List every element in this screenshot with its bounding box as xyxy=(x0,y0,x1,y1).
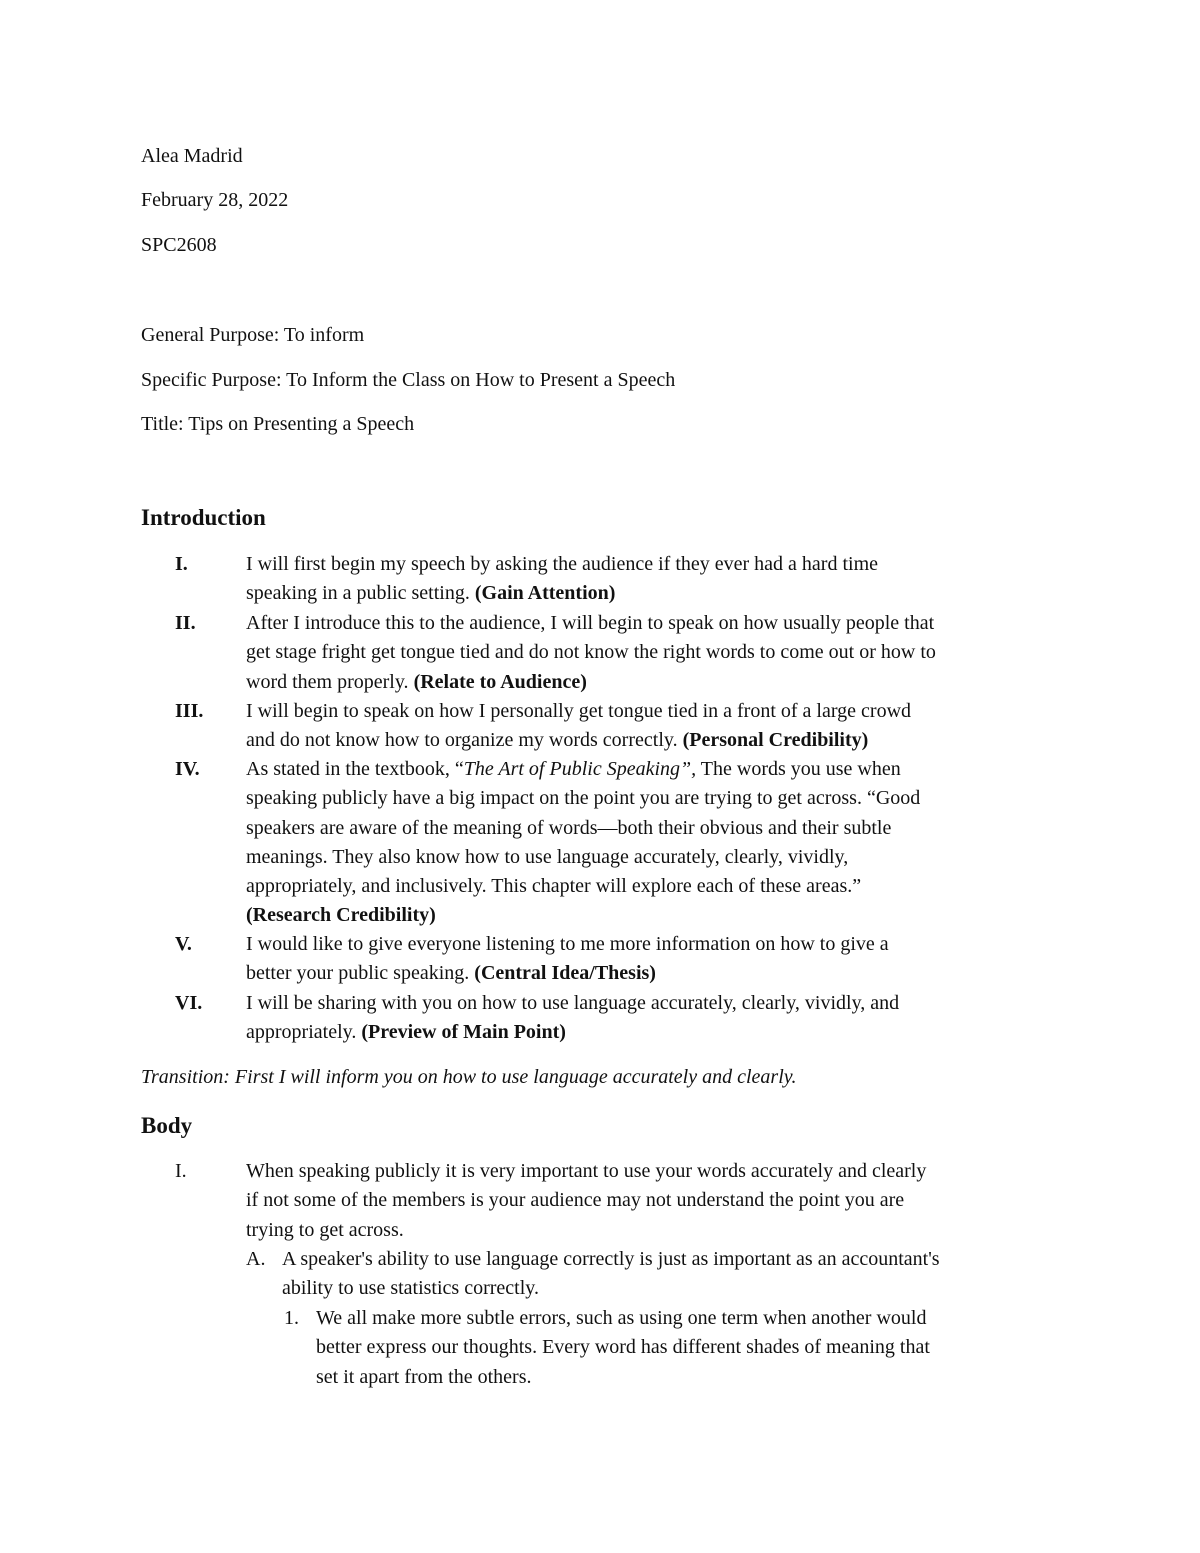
relate-audience-tag: (Relate to Audience) xyxy=(413,670,587,693)
personal-credibility-tag: (Personal Credibility) xyxy=(682,729,869,752)
intro-item-4-text: As stated in the textbook, “The Art of Public Speaking”, The words you use when speaking publicly have a big impact on the point you are trying to get across. “Good speakers are aware of the meaning of words—both their obvious and their subtle meanings. They also know how to use language accurately, clearly, vividly, appropriately, and inclusively. This chapter will explore each of these areas.” (Research Credibility) xyxy=(246,755,1066,931)
textbook-title: The Art of Public Speaking”, xyxy=(463,758,697,780)
general-purpose: General Purpose: To inform xyxy=(141,324,365,346)
body-subitem-a-letter: A. xyxy=(246,1248,266,1270)
body-subitem-a-text: A speaker's ability to use language correctly is just as important as an accountant's ability to use statistics correctly. xyxy=(282,1248,940,1300)
intro-item-6-text: I will be sharing with you on how to use language accurately, clearly, vividly, and appropriately. (Preview of Main Point) xyxy=(246,992,900,1044)
intro-item-3-number: III. xyxy=(175,700,204,722)
course-code: SPC2608 xyxy=(141,234,217,256)
intro-item-4-number: IV. xyxy=(175,758,200,780)
document-date: February 28, 2022 xyxy=(141,189,289,211)
gain-attention-tag: (Gain Attention) xyxy=(474,582,616,605)
intro-item-1-number: I. xyxy=(175,553,188,575)
intro-item-2-number: II. xyxy=(175,612,196,634)
intro-item-5-text: I would like to give everyone listening to me more information on how to give a better your public speaking. (Central Idea/Thesis) xyxy=(246,933,889,985)
body-item-1-text: When speaking publicly it is very important to use your words accurately and clearly if not some of the members is your audience may not understand the point you are trying to get across. xyxy=(246,1160,927,1241)
central-idea-tag: (Central Idea/Thesis) xyxy=(474,962,656,985)
body-subitem-1-text: We all make more subtle errors, such as using one term when another would better express our thoughts. Every word has different shades of meaning that set it apart from the others. xyxy=(316,1307,930,1388)
body-item-1-number: I. xyxy=(175,1160,187,1182)
body-subitem-1-number: 1. xyxy=(284,1307,299,1329)
intro-item-3-text: I will begin to speak on how I personally get tongue tied in a front of a large crowd and do not know how to organize my words correctly. (Personal Credibility) xyxy=(246,700,912,752)
author-name: Alea Madrid xyxy=(141,145,243,167)
intro-item-2-text: After I introduce this to the audience, I will begin to speak on how usually people that get stage fright get tongue tied and do not know the right words to come out or how to word them properly. (Relate to Audience) xyxy=(246,612,936,693)
intro-item-5-number: V. xyxy=(175,933,192,955)
preview-main-point-tag: (Preview of Main Point) xyxy=(361,1021,566,1044)
introduction-heading: Introduction xyxy=(141,505,266,530)
body-heading: Body xyxy=(141,1113,193,1138)
transition-text: Transition: First I will inform you on how to use language accurately and clearly. xyxy=(141,1066,797,1088)
speech-title: Title: Tips on Presenting a Speech xyxy=(141,413,415,435)
intro-item-6-number: VI. xyxy=(175,992,203,1014)
research-credibility-tag: (Research Credibility) xyxy=(246,904,436,927)
intro-item-1-text: I will first begin my speech by asking the audience if they ever had a hard time speaking in a public setting. (Gain Attention) xyxy=(246,553,879,605)
specific-purpose: Specific Purpose: To Inform the Class on How to Present a Speech xyxy=(141,369,676,391)
